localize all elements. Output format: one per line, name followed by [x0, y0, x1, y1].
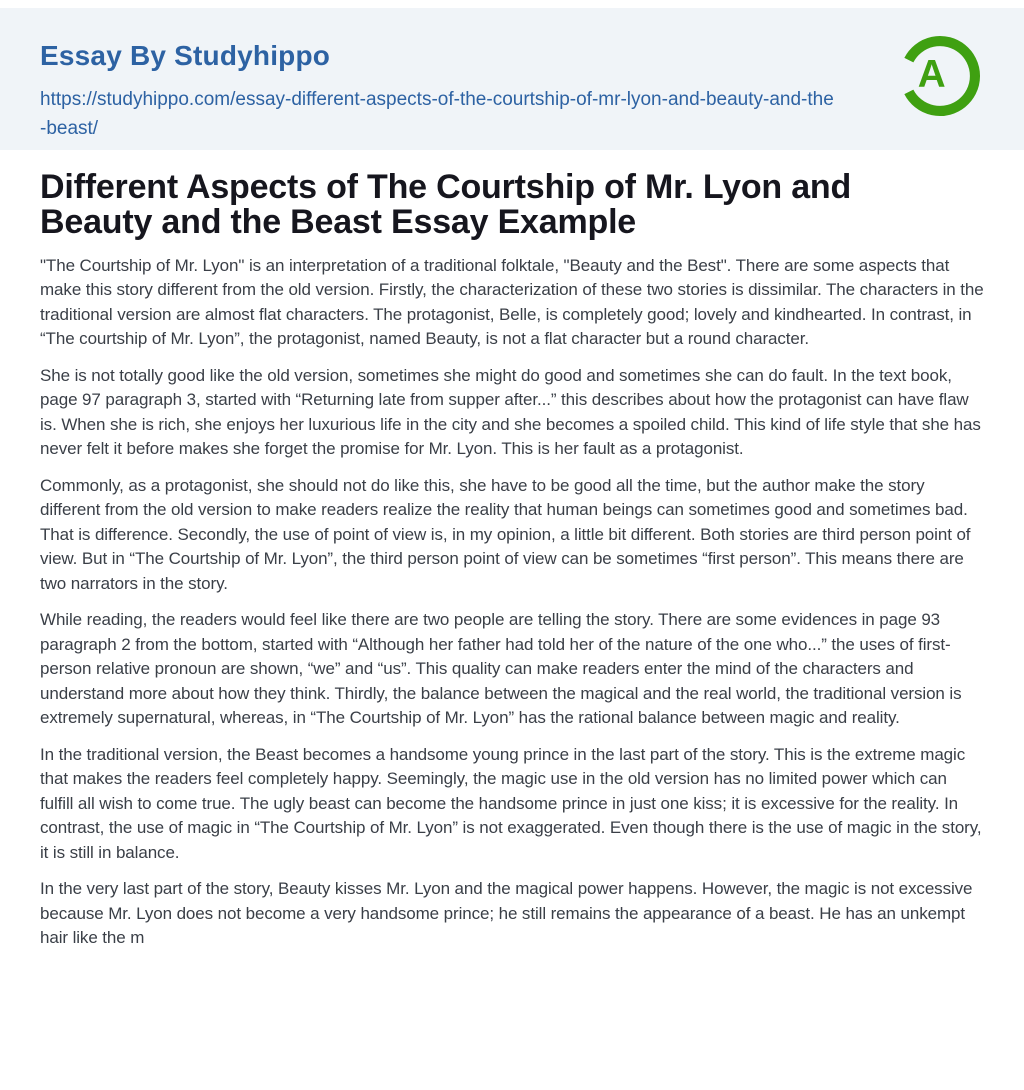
logo-letter: A — [917, 53, 946, 97]
essay-paragraph: "The Courtship of Mr. Lyon" is an interpretation of a traditional folktale, "Beauty and the Best". There are some aspects that make this story different from the old version. Firstly, the characterization of these two stories is dissimilar. The characters in the traditional version are almost flat characters. The protagonist, Belle, is completely good; lovely and kindhearted. In contrast, in “The courtship of Mr. Lyon”, the protagonist, named Beauty, is not a flat character but a round character. — [40, 255, 984, 349]
essay-paragraph: Commonly, as a protagonist, she should not do like this, she have to be good all the time, but the author make the story different from the old version to make readers realize the reality that human beings can sometimes good and sometimes bad. That is difference. Secondly, the use of point of view is, in my opinion, a little bit different. Both stories are third person point of view. But in “The Courtship of Mr. Lyon”, the third person point of view can be sometimes “first person”. This means there are two narrators in the story. — [40, 475, 971, 593]
site-title: Essay By Studyhippo — [40, 40, 331, 71]
essay-content — [0, 150, 1024, 951]
page-header — [0, 8, 1024, 150]
essay-paragraph: While reading, the readers would feel like there are two people are telling the story. There are some evidences in page 93 paragraph 2 from the bottom, started with “Although her father had told her of the nature of the one who...” the uses of first-person relative pronoun are shown, “we” and “us”. This quality can make readers enter the mind of the characters and understand more about how they think. Thirdly, the balance between the magical and the real world, the traditional version is extremely supernatural, whereas, in “The Courtship of Mr. Lyon” has the rational balance between magic and reality. — [40, 610, 962, 728]
essay-title: Different Aspects of The Courtship of Mr. Lyon and Beauty and the Beast Essay Example — [40, 168, 852, 242]
essay-paragraph: She is not totally good like the old version, sometimes she might do good and sometimes she can do fault. In the text book, page 97 paragraph 3, started with “Returning late from supper after...” this describes about how the protagonist can have flaw is. When she is rich, she enjoys her luxurious life in the city and she becomes a spoiled child. This kind of life style that she has never felt it before makes she forget the promise for Mr. Lyon. This is her fault as a protagonist. — [40, 365, 981, 459]
page-url-link[interactable]: https://studyhippo.com/essay-different-aspects-of-the-courtship-of-mr-lyon-and-beauty-and-the-beast/ — [40, 88, 834, 140]
essay-body — [40, 254, 984, 951]
studyhippo-logo-icon — [894, 30, 986, 122]
essay-paragraph: In the traditional version, the Beast becomes a handsome young prince in the last part of the story. This is the extreme magic that makes the readers feel completely happy. Seemingly, the magic use in the old version has no limited power which can fulfill all wish to come true. The ugly beast can become the handsome prince in just one kiss; it is excessive for the reality. In contrast, the use of magic in “The Courtship of Mr. Lyon” is not exaggerated. Even though there is the use of magic in the story, it is still in balance. — [40, 744, 982, 862]
essay-paragraph: In the very last part of the story, Beauty kisses Mr. Lyon and the magical power happens. However, the magic is not excessive because Mr. Lyon does not become a very handsome prince; he still remains the appearance of a beast. He has an unkempt hair like the m — [40, 879, 973, 948]
